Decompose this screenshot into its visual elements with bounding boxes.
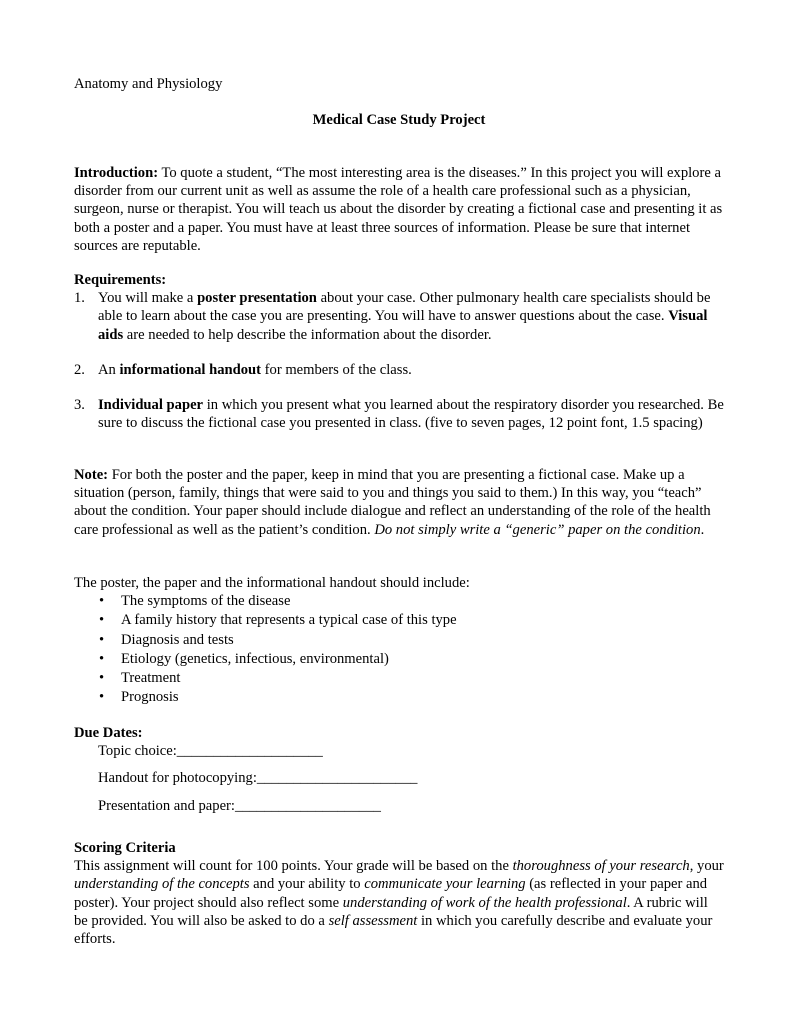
include-section bbox=[74, 574, 724, 707]
requirement-item: 1. You will make a poster presentation about your case. Other pulmonary health care specialists should be able to learn about the case you are presenting. You will have to answer questions about the case. Visual aids are needed to help describe the information about the disorder. bbox=[74, 290, 711, 343]
bullet-icon: • bbox=[99, 593, 105, 610]
bullet-icon: • bbox=[99, 612, 105, 629]
due-presentation: Presentation and paper:____________________ bbox=[98, 797, 381, 814]
introduction-paragraph: Introduction: To quote a student, “The most interesting area is the diseases.” In this project you will explore a disorder from our current unit as well as assume the role of a health care professional such as a physician, surgeon, nurse or therapist. You will teach us about the disorder by creating a fictional case and presenting it as both a poster and a paper. You must have at least three sources of information. Please be sure that internet sources are reputable. bbox=[74, 165, 723, 254]
requirements-section bbox=[74, 271, 724, 432]
introduction-label: Introduction: bbox=[74, 165, 159, 181]
requirements-heading: Requirements: bbox=[74, 272, 167, 288]
note-section bbox=[74, 466, 724, 539]
scoring-paragraph: This assignment will count for 100 points. Your grade will be based on the thoroughness of your research, your understanding of the concepts and your ability to communicate your learning (as reflected in your paper and poster). Your project should also reflect some understanding of work of the health professional. A rubric will be provided. You will also be asked to do a self assessment in which you carefully describe and evaluate your efforts. bbox=[74, 858, 724, 948]
due-dates-heading: Due Dates: bbox=[74, 725, 143, 741]
note-paragraph: Note: For both the poster and the paper, keep in mind that you are presenting a fictional case. Make up a situation (person, family, things that were said to you and things you said to them.) In this way, you “teach” about the condition. Your paper should include dialogue and reflect an understanding of the role of the health care professional as well as the patient’s condition. Do not simply write a “generic” paper on the condition. bbox=[74, 467, 711, 538]
include-list bbox=[74, 592, 724, 707]
due-topic-choice: Topic choice:____________________ bbox=[98, 743, 323, 760]
list-item: • Prognosis bbox=[99, 689, 179, 706]
bullet-icon: • bbox=[99, 631, 105, 648]
due-handout: Handout for photocopying:______________________ bbox=[98, 770, 418, 787]
course-name: Anatomy and Physiology bbox=[74, 76, 223, 92]
due-dates-section bbox=[74, 724, 724, 815]
requirements-list bbox=[74, 289, 724, 432]
document-title: Medical Case Study Project bbox=[312, 112, 486, 128]
list-item: • A family history that represents a typical case of this type bbox=[99, 612, 457, 629]
bullet-icon: • bbox=[99, 669, 105, 686]
bullet-icon: • bbox=[99, 650, 105, 667]
list-item: • Treatment bbox=[99, 669, 181, 686]
requirement-item: 2. An informational handout for members of the class. bbox=[74, 361, 412, 378]
list-item: • Diagnosis and tests bbox=[99, 631, 234, 648]
list-item: • Etiology (genetics, infectious, environmental) bbox=[99, 650, 389, 667]
requirement-item: 3. Individual paper in which you present what you learned about the respiratory disorder you researched. Be sure to discuss the fictional case you presented in class. (five to seven pages, 12 point font, 1.5 spacing) bbox=[74, 397, 724, 432]
note-label: Note: bbox=[74, 467, 109, 483]
introduction-section bbox=[74, 164, 724, 255]
scoring-heading: Scoring Criteria bbox=[74, 840, 176, 856]
list-item: • The symptoms of the disease bbox=[99, 593, 291, 610]
scoring-section bbox=[74, 839, 724, 948]
include-intro: The poster, the paper and the informational handout should include: bbox=[74, 575, 470, 591]
bullet-icon: • bbox=[99, 689, 105, 706]
